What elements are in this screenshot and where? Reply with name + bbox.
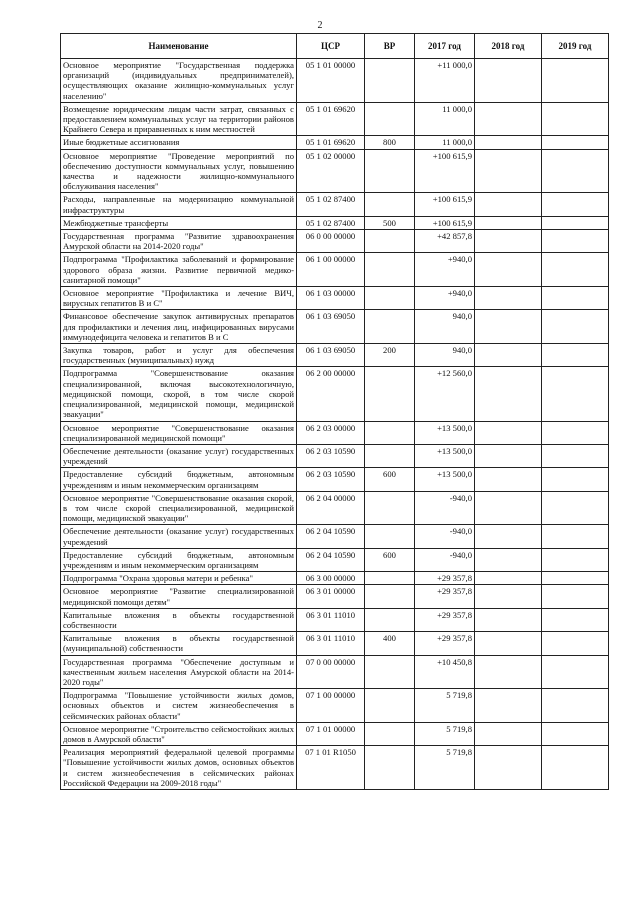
row-2017-cell: +100 615,9 — [415, 149, 475, 193]
row-csr-cell: 07 1 00 00000 — [297, 689, 365, 723]
row-name-cell: Основное мероприятие "Профилактика и лечение ВИЧ, вирусных гепатитов В и С" — [61, 287, 297, 310]
row-vr-cell — [365, 608, 415, 631]
table-row — [61, 149, 609, 193]
header-2017: 2017 год — [415, 34, 475, 59]
row-2017-cell: -940,0 — [415, 491, 475, 525]
row-vr-cell — [365, 655, 415, 689]
row-2017-cell: 5 719,8 — [415, 746, 475, 790]
row-2017-cell: +940,0 — [415, 287, 475, 310]
row-2019-cell — [542, 344, 609, 367]
row-2017-cell: 5 719,8 — [415, 689, 475, 723]
row-2018-cell — [475, 310, 542, 344]
row-name-cell: Возмещение юридическим лицам части затрат, связанных с предоставлением коммунальных услуг на территории районов Крайнего Севера и приравненных к ним местностей — [61, 102, 297, 136]
table-row — [61, 136, 609, 149]
row-2019-cell — [542, 59, 609, 103]
row-csr-cell: 06 1 00 00000 — [297, 253, 365, 287]
row-vr-cell — [365, 367, 415, 421]
row-vr-cell: 500 — [365, 216, 415, 229]
row-csr-cell: 05 1 01 69620 — [297, 102, 365, 136]
page-number: 2 — [317, 20, 323, 31]
row-2018-cell — [475, 746, 542, 790]
row-2017-cell: +13 500,0 — [415, 468, 475, 491]
row-2017-cell: 5 719,8 — [415, 722, 475, 745]
table-row — [61, 468, 609, 491]
row-2018-cell — [475, 59, 542, 103]
row-vr-cell — [365, 722, 415, 745]
row-2019-cell — [542, 722, 609, 745]
row-vr-cell — [365, 444, 415, 467]
row-name-cell: Основное мероприятие "Совершенствование оказания специализированной медицинской помощи" — [61, 421, 297, 444]
row-csr-cell: 07 1 01 00000 — [297, 722, 365, 745]
row-2019-cell — [542, 149, 609, 193]
row-name-cell: Основное мероприятие "Государственная поддержка организаций (индивидуальных предпринимателей), осуществляющих оказание жилищно-коммунальных услуг населению" — [61, 59, 297, 103]
row-2019-cell — [542, 585, 609, 608]
row-csr-cell: 06 2 04 10590 — [297, 525, 365, 548]
row-2018-cell — [475, 344, 542, 367]
table-row — [61, 585, 609, 608]
row-csr-cell: 06 1 03 69050 — [297, 344, 365, 367]
row-2017-cell: 11 000,0 — [415, 136, 475, 149]
row-2017-cell: +11 000,0 — [415, 59, 475, 103]
row-2019-cell — [542, 287, 609, 310]
row-csr-cell: 05 1 02 87400 — [297, 216, 365, 229]
table-row — [61, 421, 609, 444]
table-row — [61, 253, 609, 287]
table-header-row — [61, 34, 609, 59]
row-vr-cell — [365, 572, 415, 585]
row-2017-cell: +29 357,8 — [415, 585, 475, 608]
row-2018-cell — [475, 468, 542, 491]
row-2018-cell — [475, 230, 542, 253]
row-2018-cell — [475, 525, 542, 548]
row-2017-cell: +12 560,0 — [415, 367, 475, 421]
row-2017-cell: +42 857,8 — [415, 230, 475, 253]
row-2019-cell — [542, 193, 609, 216]
row-2017-cell: -940,0 — [415, 548, 475, 571]
row-2019-cell — [542, 310, 609, 344]
table-row — [61, 655, 609, 689]
row-2018-cell — [475, 585, 542, 608]
row-name-cell: Межбюджетные трансферты — [61, 216, 297, 229]
row-vr-cell: 600 — [365, 548, 415, 571]
row-vr-cell — [365, 585, 415, 608]
table-row — [61, 310, 609, 344]
row-name-cell: Предоставление субсидий бюджетным, автономным учреждениям и иным некоммерческим организациям — [61, 468, 297, 491]
row-2019-cell — [542, 444, 609, 467]
header-2019: 2019 год — [542, 34, 609, 59]
row-2019-cell — [542, 746, 609, 790]
row-name-cell: Государственная программа "Обеспечение доступным и качественным жильем населения Амурской области на 2014-2020 годы" — [61, 655, 297, 689]
table-row — [61, 608, 609, 631]
row-csr-cell: 07 0 00 00000 — [297, 655, 365, 689]
table-row — [61, 444, 609, 467]
table-row — [61, 287, 609, 310]
row-name-cell: Предоставление субсидий бюджетным, автономным учреждениям и иным некоммерческим организациям — [61, 548, 297, 571]
row-csr-cell: 06 3 01 00000 — [297, 585, 365, 608]
row-2017-cell: +29 357,8 — [415, 632, 475, 655]
row-2019-cell — [542, 491, 609, 525]
row-2018-cell — [475, 367, 542, 421]
table-row — [61, 230, 609, 253]
row-2017-cell: +13 500,0 — [415, 444, 475, 467]
row-2018-cell — [475, 444, 542, 467]
row-2017-cell: 11 000,0 — [415, 102, 475, 136]
row-2019-cell — [542, 216, 609, 229]
header-2018: 2018 год — [475, 34, 542, 59]
row-2019-cell — [542, 548, 609, 571]
row-vr-cell — [365, 253, 415, 287]
row-name-cell: Основное мероприятие "Развитие специализированной медицинской помощи детям" — [61, 585, 297, 608]
row-vr-cell — [365, 102, 415, 136]
table-row — [61, 572, 609, 585]
row-vr-cell: 800 — [365, 136, 415, 149]
row-2019-cell — [542, 525, 609, 548]
row-2018-cell — [475, 149, 542, 193]
row-vr-cell — [365, 689, 415, 723]
row-name-cell: Подпрограмма "Повышение устойчивости жилых домов, основных объектов и систем жизнеобеспечения в сейсмических районах области" — [61, 689, 297, 723]
row-2018-cell — [475, 421, 542, 444]
row-2017-cell: +10 450,8 — [415, 655, 475, 689]
row-name-cell: Реализация мероприятий федеральной целевой программы "Повышение устойчивости жилых домов, основных объектов и систем жизнеобеспечения в сейсмических районах Российской Федерации на 2009-2018 годы" — [61, 746, 297, 790]
row-2019-cell — [542, 655, 609, 689]
row-vr-cell — [365, 525, 415, 548]
row-name-cell: Подпрограмма "Охрана здоровья матери и ребенка" — [61, 572, 297, 585]
row-2018-cell — [475, 632, 542, 655]
row-vr-cell — [365, 59, 415, 103]
row-name-cell: Закупка товаров, работ и услуг для обеспечения государственных (муниципальных) нужд — [61, 344, 297, 367]
row-vr-cell — [365, 149, 415, 193]
row-name-cell: Обеспечение деятельности (оказание услуг) государственных учреждений — [61, 444, 297, 467]
row-2019-cell — [542, 608, 609, 631]
row-vr-cell: 200 — [365, 344, 415, 367]
row-name-cell: Подпрограмма "Профилактика заболеваний и формирование здорового образа жизни. Развитие первичной медико-санитарной помощи" — [61, 253, 297, 287]
table-row — [61, 525, 609, 548]
table-row — [61, 746, 609, 790]
row-csr-cell: 06 2 04 10590 — [297, 548, 365, 571]
table-row — [61, 367, 609, 421]
row-name-cell: Основное мероприятие "Строительство сейсмостойких жилых домов в Амурской области" — [61, 722, 297, 745]
row-2018-cell — [475, 572, 542, 585]
row-name-cell: Обеспечение деятельности (оказание услуг) государственных учреждений — [61, 525, 297, 548]
row-vr-cell: 600 — [365, 468, 415, 491]
table-row — [61, 59, 609, 103]
row-csr-cell: 06 0 00 00000 — [297, 230, 365, 253]
row-csr-cell: 06 1 03 00000 — [297, 287, 365, 310]
row-2019-cell — [542, 468, 609, 491]
table-row — [61, 193, 609, 216]
row-2017-cell: 940,0 — [415, 344, 475, 367]
row-2018-cell — [475, 548, 542, 571]
row-2017-cell: +29 357,8 — [415, 572, 475, 585]
table-row — [61, 722, 609, 745]
row-csr-cell: 06 3 01 11010 — [297, 632, 365, 655]
row-name-cell: Подпрограмма "Совершенствование оказания специализированной, включая высокотехнологичную, медицинской помощи, скорой, в том числе скорой специализированной, медицинской помощи, медицинской эвакуации" — [61, 367, 297, 421]
table-row — [61, 216, 609, 229]
row-csr-cell: 06 2 03 10590 — [297, 444, 365, 467]
row-2019-cell — [542, 632, 609, 655]
row-name-cell: Капитальные вложения в объекты государственной (муниципальной) собственности — [61, 632, 297, 655]
row-csr-cell: 06 2 03 00000 — [297, 421, 365, 444]
row-2019-cell — [542, 421, 609, 444]
row-2017-cell: +29 357,8 — [415, 608, 475, 631]
table-row — [61, 344, 609, 367]
table-row — [61, 632, 609, 655]
header-name: Наименование — [61, 34, 297, 59]
row-2018-cell — [475, 689, 542, 723]
table-row — [61, 689, 609, 723]
row-vr-cell — [365, 230, 415, 253]
row-2019-cell — [542, 102, 609, 136]
row-csr-cell: 05 1 02 87400 — [297, 193, 365, 216]
row-2018-cell — [475, 491, 542, 525]
row-vr-cell — [365, 746, 415, 790]
budget-table — [60, 33, 609, 790]
row-csr-cell: 06 2 03 10590 — [297, 468, 365, 491]
row-2018-cell — [475, 655, 542, 689]
row-vr-cell — [365, 287, 415, 310]
row-name-cell: Основное мероприятие "Совершенствование оказания скорой, в том числе скорой специализированной, медицинской помощи, медицинской эвакуации" — [61, 491, 297, 525]
row-name-cell: Капитальные вложения в объекты государственной собственности — [61, 608, 297, 631]
row-csr-cell: 06 3 01 11010 — [297, 608, 365, 631]
header-vr: ВР — [365, 34, 415, 59]
row-2019-cell — [542, 367, 609, 421]
table-row — [61, 491, 609, 525]
row-2018-cell — [475, 253, 542, 287]
row-2018-cell — [475, 608, 542, 631]
row-2017-cell: -940,0 — [415, 525, 475, 548]
table-row — [61, 102, 609, 136]
row-vr-cell: 400 — [365, 632, 415, 655]
row-vr-cell — [365, 193, 415, 216]
row-2017-cell: +940,0 — [415, 253, 475, 287]
row-name-cell: Основное мероприятие "Проведение мероприятий по обеспечению доступности коммунальных услуг, повышению качества и надежности жилищно-коммунального обслуживания населения" — [61, 149, 297, 193]
row-2018-cell — [475, 102, 542, 136]
row-2019-cell — [542, 230, 609, 253]
row-2019-cell — [542, 136, 609, 149]
row-2018-cell — [475, 216, 542, 229]
row-csr-cell: 06 2 04 00000 — [297, 491, 365, 525]
header-csr: ЦСР — [297, 34, 365, 59]
row-2018-cell — [475, 193, 542, 216]
row-2018-cell — [475, 722, 542, 745]
row-csr-cell: 06 2 00 00000 — [297, 367, 365, 421]
row-csr-cell: 07 1 01 R1050 — [297, 746, 365, 790]
row-2019-cell — [542, 253, 609, 287]
row-csr-cell: 06 3 00 00000 — [297, 572, 365, 585]
row-name-cell: Иные бюджетные ассигнования — [61, 136, 297, 149]
row-csr-cell: 05 1 01 00000 — [297, 59, 365, 103]
row-2019-cell — [542, 572, 609, 585]
row-2018-cell — [475, 287, 542, 310]
table-row — [61, 548, 609, 571]
row-vr-cell — [365, 421, 415, 444]
row-2017-cell: 940,0 — [415, 310, 475, 344]
row-name-cell: Государственная программа "Развитие здравоохранения Амурской области на 2014-2020 годы" — [61, 230, 297, 253]
row-2017-cell: +13 500,0 — [415, 421, 475, 444]
row-csr-cell: 06 1 03 69050 — [297, 310, 365, 344]
row-vr-cell — [365, 491, 415, 525]
row-2017-cell: +100 615,9 — [415, 193, 475, 216]
row-name-cell: Финансовое обеспечение закупок антивирусных препаратов для профилактики и лечения лиц, инфицированных вирусами иммунодефицита человека и гепатитов В и С — [61, 310, 297, 344]
row-name-cell: Расходы, направленные на модернизацию коммунальной инфраструктуры — [61, 193, 297, 216]
row-vr-cell — [365, 310, 415, 344]
row-csr-cell: 05 1 02 00000 — [297, 149, 365, 193]
row-csr-cell: 05 1 01 69620 — [297, 136, 365, 149]
row-2018-cell — [475, 136, 542, 149]
row-2017-cell: +100 615,9 — [415, 216, 475, 229]
row-2019-cell — [542, 689, 609, 723]
